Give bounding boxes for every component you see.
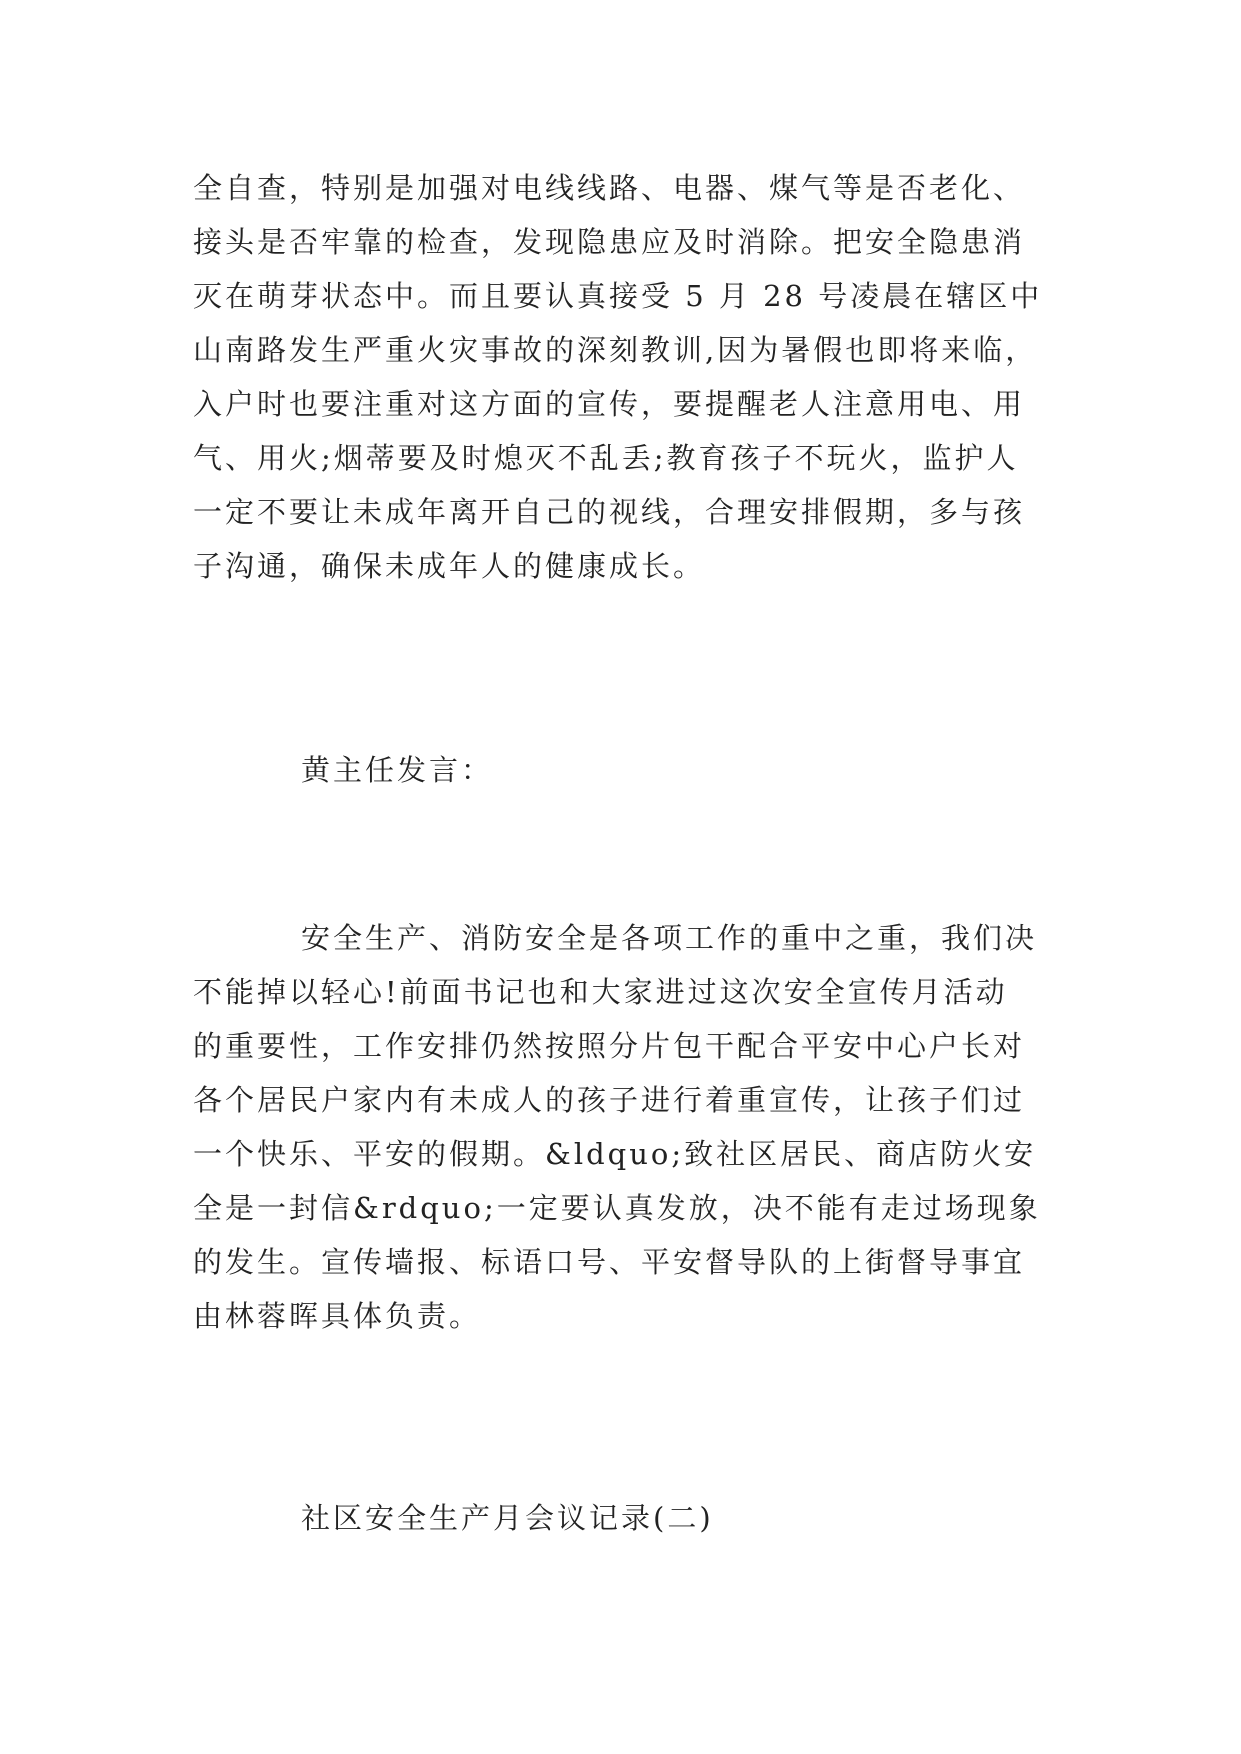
paragraph-line: 一定不要让未成年离开自己的视线，合理安排假期，多与孩: [193, 495, 1026, 529]
paragraph-line: 全自查，特别是加强对电线线路、电器、煤气等是否老化、: [193, 171, 1026, 205]
paragraph-line: 的发生。宣传墙报、标语口号、平安督导队的上街督导事宜: [193, 1245, 1026, 1279]
paragraph-line: 山南路发生严重火灾事故的深刻教训,因为暑假也即将来临，: [193, 333, 1038, 367]
paragraph-line: 灭在萌芽状态中。而且要认真接受 5 月 28 号凌晨在辖区中: [193, 279, 1043, 313]
paragraph-line: 接头是否牢靠的检查，发现隐患应及时消除。把安全隐患消: [193, 225, 1026, 259]
paragraph-line: 各个居民户家内有未成人的孩子进行着重宣传，让孩子们过: [193, 1083, 1026, 1117]
paragraph-line: 入户时也要注重对这方面的宣传，要提醒老人注意用电、用: [193, 387, 1026, 421]
paragraph-line: 子沟通，确保未成年人的健康成长。: [193, 549, 706, 583]
paragraph-line: 气、用火;烟蒂要及时熄灭不乱丢;教育孩子不玩火，监护人: [193, 441, 1019, 475]
section-title: 社区安全生产月会议记录(二): [301, 1501, 714, 1535]
paragraph-line: 不能掉以轻心!前面书记也和大家进过这次安全宣传月活动: [193, 975, 1008, 1009]
paragraph-line: 由林蓉晖具体负责。: [193, 1299, 482, 1333]
paragraph-line: 全是一封信&rdquo;一定要认真发放，决不能有走过场现象: [193, 1191, 1041, 1225]
paragraph-line: 的重要性，工作安排仍然按照分片包干配合平安中心户长对: [193, 1029, 1026, 1063]
speaker-heading: 黄主任发言：: [301, 753, 494, 787]
paragraph-line: 一个快乐、平安的假期。&ldquo;致社区居民、商店防火安: [193, 1137, 1037, 1171]
paragraph-line: 安全生产、消防安全是各项工作的重中之重，我们决: [301, 921, 1038, 955]
